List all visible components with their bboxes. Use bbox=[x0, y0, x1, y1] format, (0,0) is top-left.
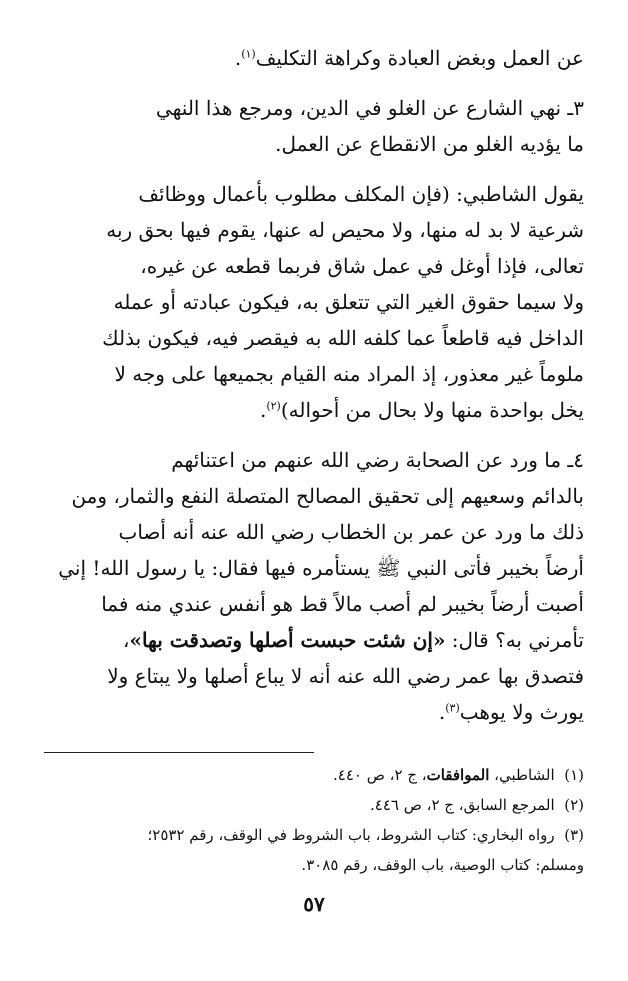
footnote-ref: (١) bbox=[241, 47, 256, 61]
text-line: ما يؤديه الغلو من الانقطاع عن العمل. bbox=[275, 132, 584, 156]
text-line: الداخل فيه قاطعاً عما كلفه الله به فيقصر فيه، فيكون بذلك bbox=[102, 326, 584, 350]
text-line: ولا سيما حقوق الغير التي تتعلق به، فيكون عبادته أو عمله bbox=[113, 290, 584, 314]
footnote-ref: (٣) bbox=[445, 701, 460, 715]
text-line: عن العمل وبغض العبادة وكراهة التكليف bbox=[255, 46, 584, 70]
page-number: ٥٧ bbox=[303, 892, 325, 916]
text-line: أصبت أرضاً بخيبر لم أصب مالاً قط هو أنفس عندي منه فما bbox=[101, 592, 584, 616]
paragraph-point-3 bbox=[44, 90, 584, 162]
footnote-3: (٣) رواه البخاري: كتاب الشروط، باب الشروط في الوقف، رقم ٢٥٣٢؛ bbox=[147, 826, 584, 844]
text-line: شرعية لا بد له منها، ولا محيص له عنها، يقوم فيها بحق ربه bbox=[106, 218, 584, 242]
footnote-1: (١) الشاطبي، الموافقات، ج ٢، ص ٤٤٠. bbox=[333, 766, 584, 784]
main-text bbox=[44, 40, 584, 744]
footnotes bbox=[44, 760, 584, 880]
footnote-2: (٢) المرجع السابق، ج ٢، ص ٤٤٦. bbox=[369, 796, 584, 814]
paragraph-point-4: ٤ـ ما ورد عن الصحابة رضي الله عنهم من اعتنائهم بالدائم وسعيهم إلى تحقيق المصالح المتصلة النفع والثمار، ومن ذلك ما ورد عن عمر بن الخطاب رضي الله عنه أنه أصاب أرضاً بخيبر فأتى النبي ﷺ يستأمره فيها فقال: يا رسول الله! إني أصبت أرضاً بخيبر لم أصب مالاً قط هو أنفس عندي منه فما تأمرني به؟ قال: «إن شئت حبست أصلها وتصدقت بها»، فتصدق بها عمر رضي الله عنه أنه لا يباع أصلها ولا يبتاع ولا يورث ولا يوهب$^{(٣)}$. bbox=[44, 442, 584, 730]
text-line: يورث ولا يوهب bbox=[459, 700, 584, 724]
book-title: الموافقات bbox=[426, 766, 490, 784]
paragraph-continuation: عن العمل وبغض العبادة وكراهة التكليف$^{(١)}$. bbox=[234, 46, 584, 70]
text-line: أرضاً بخيبر فأتى النبي ﷺ يستأمره فيها فقال: يا رسول الله! إني bbox=[58, 556, 584, 580]
text-line: يخل بواحدة منها ولا بحال من أحواله) bbox=[280, 398, 584, 422]
text-line: ذلك ما ورد عن عمر بن الخطاب رضي الله عنه أنه أصاب bbox=[118, 520, 584, 544]
footnote-separator bbox=[44, 752, 314, 753]
text-line: يقول الشاطبي: (فإن المكلف مطلوب بأعمال ووظائف bbox=[138, 182, 584, 206]
text-line: ٣ـ نهي الشارع عن الغلو في الدين، ومرجع هذا النهي bbox=[155, 96, 584, 120]
text-line: فتصدق بها عمر رضي الله عنه أنه لا يباع أصلها ولا يبتاع ولا bbox=[107, 664, 584, 688]
paragraph-quote-shatibi: يقول الشاطبي: (فإن المكلف مطلوب بأعمال ووظائف شرعية لا بد له منها، ولا محيص له عنها، يقوم فيها بحق ربه تعالى، فإذا أوغل في عمل شاق فربما قطعه عن غيره، ولا سيما حقوق الغير التي تتعلق به، فيكون عبادته أو عمله الداخل فيه قاطعاً عما كلفه الله به فيقصر فيه، فيكون بذلك ملوماً غير معذور، إذ المراد منه القيام بجميعها على وجه لا يخل بواحدة منها ولا بحال من أحواله)$^{(٢)}$. bbox=[44, 176, 584, 428]
hadith-quote: «إن شئت حبست أصلها وتصدقت بها» bbox=[129, 628, 446, 652]
text-line: ٤ـ ما ورد عن الصحابة رضي الله عنهم من اعتنائهم bbox=[171, 448, 584, 472]
text-line: بالدائم وسعيهم إلى تحقيق المصالح المتصلة النفع والثمار، ومن bbox=[71, 484, 584, 508]
footnote-3-continued: ومسلم: كتاب الوصية، باب الوقف، رقم ٣٠٨٥. bbox=[301, 856, 584, 874]
text-line: تأمرني به؟ قال: bbox=[445, 628, 584, 652]
text-line: تعالى، فإذا أوغل في عمل شاق فربما قطعه عن غيره، bbox=[140, 254, 584, 278]
text-line: ملوماً غير معذور، إذ المراد منه القيام بجميعها على وجه لا bbox=[114, 362, 584, 386]
footnote-ref: (٢) bbox=[266, 399, 281, 413]
